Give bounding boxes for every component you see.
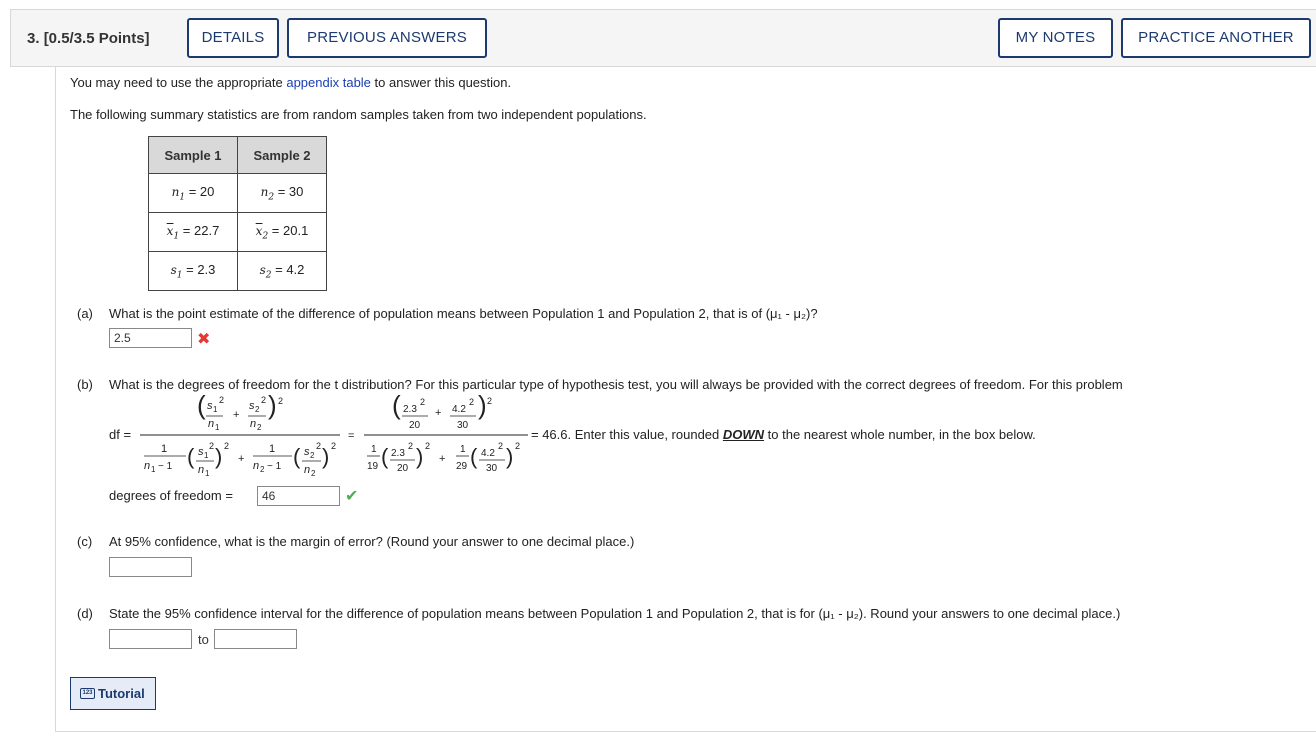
svg-text:2: 2 (260, 465, 265, 474)
svg-text:+: + (238, 453, 245, 465)
df-prefix: df = (109, 427, 132, 442)
ci-lower-input[interactable] (109, 629, 192, 649)
svg-text:(: ( (381, 444, 389, 469)
appendix-note: You may need to use the appropriate appendix table to answer this question. (70, 75, 512, 90)
svg-text:1: 1 (161, 443, 168, 455)
svg-text:19: 19 (367, 461, 379, 472)
svg-text:2: 2 (224, 441, 230, 451)
practice-another-button[interactable]: PRACTICE ANOTHER (1121, 18, 1311, 58)
part-b-question: What is the degrees of freedom for the t distribution? For this particular type of hypothesis test, you will always be provided with the correct degrees of freedom. For this problem (109, 377, 1123, 392)
svg-text:(: ( (470, 444, 478, 469)
svg-text:1: 1 (204, 451, 209, 460)
part-d-label: (d) (77, 606, 93, 621)
svg-text:2: 2 (425, 441, 431, 451)
svg-text:(: ( (197, 392, 206, 420)
to-label: to (198, 632, 209, 647)
svg-text:2: 2 (331, 441, 337, 451)
svg-text:): ) (322, 444, 330, 469)
cell-x2: $\overline{x}_2 = 20.1$ (238, 213, 327, 252)
part-d-question: State the 95% confidence interval for the difference of population means between Population 1 and Population 2, that is for (μ₁ - μ₂). Round your answers to one decimal place.) (109, 606, 1121, 621)
svg-text:s: s (249, 400, 255, 412)
svg-text:+: + (233, 409, 240, 421)
svg-text:2.3: 2.3 (403, 404, 417, 415)
svg-text:): ) (416, 444, 424, 469)
svg-text:): ) (506, 444, 514, 469)
svg-text:): ) (478, 392, 487, 420)
svg-text:2: 2 (316, 441, 322, 451)
svg-text:2: 2 (209, 441, 215, 451)
part-a-label: (a) (77, 306, 93, 321)
question-header (10, 9, 1316, 67)
dof-label: degrees of freedom = (109, 488, 233, 503)
svg-text:2: 2 (255, 405, 260, 414)
part-a-question: What is the point estimate of the difference of population means between Population 1 and Population 2, that is of (μ₁ - μ₂)? (109, 306, 818, 321)
svg-text:1: 1 (371, 444, 377, 455)
summary-text: The following summary statistics are from random samples taken from two independent populations. (70, 107, 647, 122)
svg-text:n: n (250, 418, 257, 430)
svg-text:s: s (304, 446, 310, 458)
svg-text:2: 2 (487, 396, 493, 406)
part-c-question: At 95% confidence, what is the margin of error? (Round your answer to one decimal place.) (109, 534, 635, 549)
cell-x1: $\overline{x}_1 = 22.7$ (149, 213, 238, 252)
summary-stats-table (148, 136, 327, 291)
svg-text:1: 1 (205, 469, 210, 478)
cell-n2: $n_2 = 30$ (238, 174, 327, 213)
svg-text:n: n (304, 464, 311, 476)
svg-text:29: 29 (456, 461, 468, 472)
svg-text:2: 2 (257, 423, 262, 432)
svg-text:1: 1 (213, 405, 218, 414)
svg-text:(: ( (187, 444, 195, 469)
ci-upper-input[interactable] (214, 629, 297, 649)
svg-text:2: 2 (408, 441, 414, 451)
svg-text:+: + (439, 453, 446, 465)
svg-text:n: n (198, 464, 205, 476)
svg-text:): ) (268, 392, 277, 420)
cell-s2: $s_2 = 4.2$ (238, 252, 327, 291)
svg-text:2: 2 (310, 451, 315, 460)
svg-text:s: s (207, 400, 213, 412)
svg-text:2: 2 (219, 395, 225, 405)
svg-text:2.3: 2.3 (391, 448, 405, 459)
appendix-table-link[interactable]: appendix table (286, 75, 371, 90)
question-number: 3. [0.5/3.5 Points] (27, 30, 150, 47)
svg-text:n: n (208, 418, 215, 430)
svg-text:=: = (348, 430, 355, 442)
svg-text:2: 2 (278, 396, 284, 406)
part-a-answer-input[interactable] (109, 328, 192, 348)
col-header-sample-1: Sample 1 (149, 137, 238, 174)
cell-n1: $n_1 = 20$ (149, 174, 238, 213)
svg-text:20: 20 (409, 420, 421, 431)
tutorial-button[interactable]: 123 Tutorial (70, 677, 156, 710)
previous-answers-button[interactable]: PREVIOUS ANSWERS (287, 18, 487, 58)
svg-text:1: 1 (460, 444, 466, 455)
svg-text:2: 2 (469, 397, 475, 407)
svg-text:2: 2 (311, 469, 316, 478)
svg-text:+: + (435, 407, 442, 419)
svg-text:1: 1 (269, 443, 276, 455)
dof-answer-input[interactable] (257, 486, 340, 506)
svg-text:1: 1 (151, 465, 156, 474)
svg-text:2: 2 (498, 441, 504, 451)
col-header-sample-2: Sample 2 (238, 137, 327, 174)
df-result-text: = 46.6. Enter this value, rounded DOWN to the nearest whole number, in the box below. (531, 427, 1036, 442)
svg-text:4.2: 4.2 (481, 448, 495, 459)
svg-text:n: n (253, 460, 260, 472)
part-c-label: (c) (77, 534, 93, 549)
svg-text:s: s (198, 446, 204, 458)
correct-icon: ✔ (345, 488, 359, 505)
svg-text:1: 1 (215, 423, 220, 432)
svg-text:− 1: − 1 (158, 461, 173, 472)
svg-text:30: 30 (486, 463, 498, 474)
tutorial-icon: 123 (80, 688, 95, 699)
svg-text:2: 2 (515, 441, 521, 451)
svg-text:(: ( (293, 444, 301, 469)
part-b-label: (b) (77, 377, 93, 392)
svg-text:(: ( (392, 392, 401, 420)
details-button[interactable]: DETAILS (187, 18, 279, 58)
cell-s1: $s_1 = 2.3$ (149, 252, 238, 291)
svg-text:): ) (215, 444, 223, 469)
svg-text:2: 2 (261, 395, 267, 405)
svg-text:20: 20 (397, 463, 409, 474)
svg-text:2: 2 (420, 397, 426, 407)
svg-text:30: 30 (457, 420, 469, 431)
svg-text:n: n (144, 460, 151, 472)
my-notes-button[interactable]: MY NOTES (998, 18, 1113, 58)
df-formula (130, 392, 530, 482)
svg-text:4.2: 4.2 (452, 404, 466, 415)
margin-of-error-input[interactable] (109, 557, 192, 577)
svg-text:− 1: − 1 (267, 461, 282, 472)
incorrect-icon: ✖ (197, 331, 211, 348)
